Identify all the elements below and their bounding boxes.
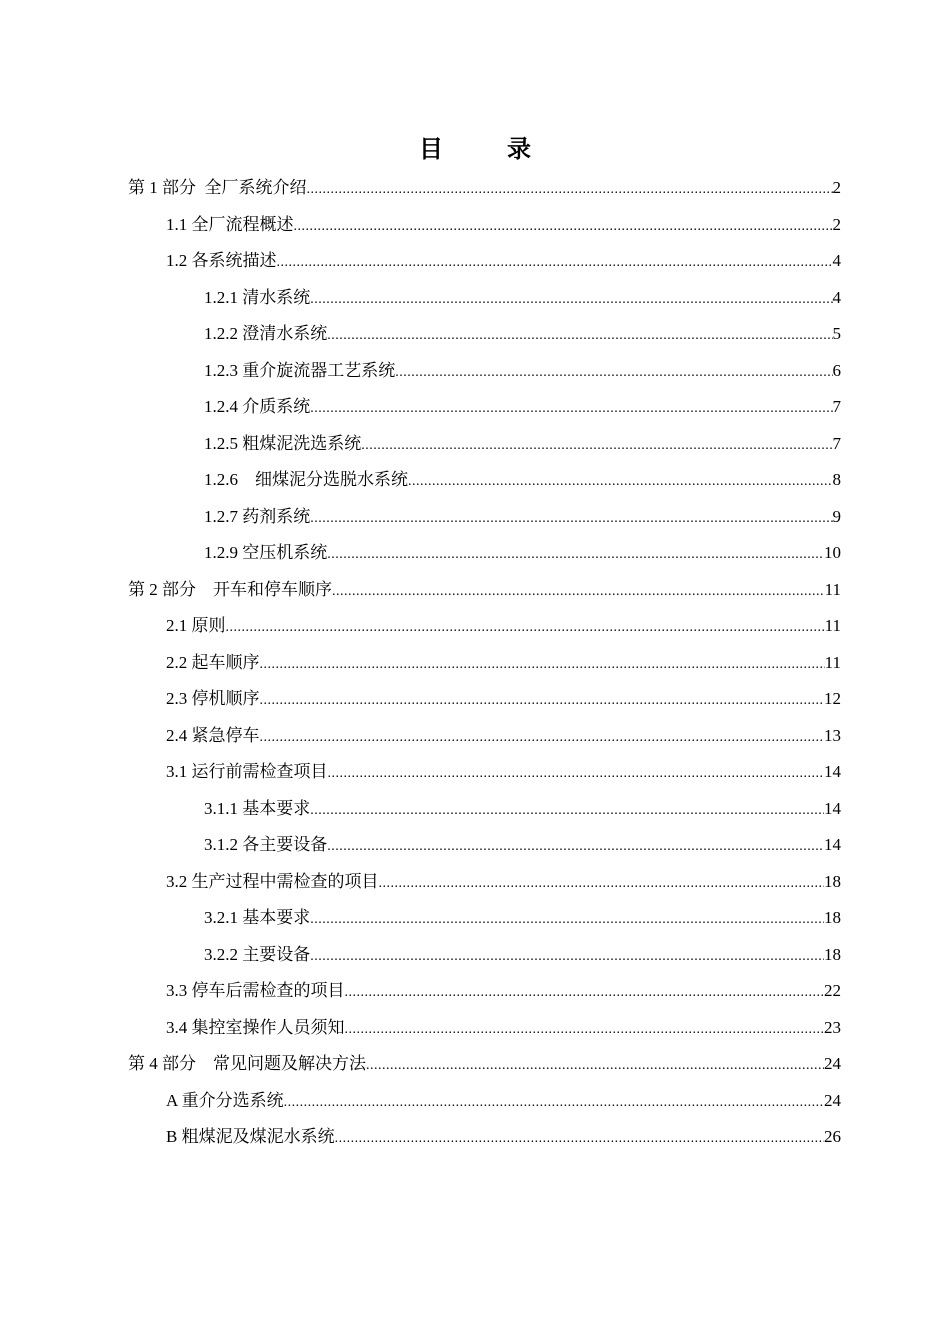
toc-dot-leader [310,501,832,538]
toc-entry-page-number: 4 [832,251,841,270]
toc-dot-leader [345,1012,825,1049]
toc-entry[interactable] [128,827,841,864]
toc-entry-label: 3.2.1 基本要求 [204,908,311,927]
toc-entry[interactable] [128,718,841,755]
toc-entry[interactable] [128,900,841,937]
toc-entry-page-number: 9 [832,506,841,526]
toc-entry-label: 3.2 生产过程中需检查的项目 [166,871,379,891]
toc-entry-page-number: 18 [824,908,841,927]
toc-entry-label: 2.4 紧急停车 [166,725,260,745]
toc-entry[interactable] [128,389,841,426]
toc-entry-label: 1.2.7 药剂系统 [204,506,311,526]
toc-entry[interactable] [128,937,841,974]
toc-entry[interactable] [128,462,841,499]
toc-entry-label: 第 2 部分 开车和停车顺序 [128,579,332,599]
toc-dot-leader [310,391,832,428]
toc-dot-leader [327,318,832,355]
toc-dot-leader [327,829,824,866]
toc-entry[interactable] [128,645,841,682]
toc-entry[interactable] [128,426,841,463]
toc-dot-leader [328,756,825,793]
toc-entry-label: 3.1 运行前需检查项目 [166,762,328,781]
toc-entry-page-number: 18 [824,871,841,891]
toc-entry[interactable] [128,864,841,901]
toc-entry-page-number: 14 [824,798,841,818]
toc-dot-leader [366,1048,824,1085]
toc-entry-page-number: 26 [824,1127,841,1146]
toc-entry[interactable] [128,1010,841,1047]
toc-entry-label: 2.1 原则 [166,616,226,635]
toc-entry-label: 3.2.2 主要设备 [204,944,311,964]
toc-entry[interactable] [128,754,841,791]
toc-dot-leader [310,939,824,976]
toc-entry-page-number: 22 [824,981,841,1000]
toc-entry-label: A 重介分选系统 [166,1090,284,1110]
toc-entry-label: 1.2.9 空压机系统 [204,543,328,562]
toc-entry-page-number: 2 [832,178,841,197]
toc-dot-leader [332,574,825,611]
toc-entry-page-number: 14 [824,762,841,781]
toc-entry-label: 1.2.5 粗煤泥洗选系统 [204,433,362,453]
toc-entry-label: 2.3 停机顺序 [166,689,260,708]
toc-entry-page-number: 7 [832,433,841,453]
toc-entry-page-number: 11 [824,616,841,635]
toc-dot-leader [310,793,824,830]
toc-entry[interactable] [128,243,841,280]
toc-entry-label: B 粗煤泥及煤泥水系统 [166,1127,335,1146]
toc-entry[interactable] [128,1083,841,1120]
toc-entry-page-number: 10 [824,543,841,562]
toc-entry-label: 2.2 起车顺序 [166,652,260,672]
toc-entry[interactable] [128,1046,841,1083]
toc-entry[interactable] [128,207,841,244]
toc-entry-page-number: 2 [832,214,841,234]
toc-entry-page-number: 23 [824,1017,841,1037]
toc-title-left: 目 [419,137,443,163]
toc-dot-leader [379,866,825,903]
toc-entry-label: 1.2.2 澄清水系统 [204,324,328,343]
toc-entry[interactable] [128,973,841,1010]
toc-entry-label: 1.1 全厂流程概述 [166,214,294,234]
toc-entry-page-number: 6 [832,360,841,380]
toc-entry[interactable] [128,535,841,572]
toc-dot-leader [335,1121,824,1158]
toc-entry-label: 3.1.2 各主要设备 [204,835,328,854]
toc-entry-label: 3.1.1 基本要求 [204,798,311,818]
toc-dot-leader [327,537,824,574]
toc-dot-leader [260,647,825,684]
toc-entry-label: 第 4 部分 常见问题及解决方法 [128,1054,366,1073]
toc-dot-leader [277,245,833,282]
toc-dot-leader [260,683,825,720]
toc-entry-label: 1.2 各系统描述 [166,251,277,270]
toc-entry-label: 1.2.1 清水系统 [204,287,311,307]
toc-entry[interactable] [128,280,841,317]
toc-entry[interactable] [128,572,841,609]
toc-entry[interactable] [128,1119,841,1156]
toc-entry-page-number: 4 [832,287,841,307]
toc-entry-page-number: 24 [824,1090,841,1110]
toc-entry[interactable] [128,681,841,718]
toc-entry[interactable] [128,353,841,390]
toc-entry-page-number: 18 [824,944,841,964]
toc-entry-page-number: 7 [832,397,841,416]
toc-entry-page-number: 11 [824,652,841,672]
toc-dot-leader [226,610,825,647]
toc-dot-leader [310,282,832,319]
toc-dot-leader [284,1085,824,1122]
toc-entry-page-number: 13 [824,725,841,745]
toc-entry[interactable] [128,791,841,828]
toc-dot-leader [395,355,832,392]
toc-entry-page-number: 14 [824,835,841,854]
toc-entry[interactable] [128,316,841,353]
toc-entry-label: 3.3 停车后需检查的项目 [166,981,345,1000]
toc-entry-label: 1.2.6 细煤泥分选脱水系统 [204,470,408,489]
toc-entry-label: 第 1 部分 全厂系统介绍 [128,178,307,197]
toc-entry-page-number: 12 [824,689,841,708]
toc-entry-label: 3.4 集控室操作人员须知 [166,1017,345,1037]
toc-dot-leader [260,720,825,757]
toc-dot-leader [345,975,825,1012]
toc-entry[interactable] [128,499,841,536]
toc-dot-leader [361,428,832,465]
toc-entry-label: 1.2.4 介质系统 [204,397,311,416]
toc-title [0,134,950,166]
toc-dot-leader [294,209,833,246]
toc-entry[interactable] [128,170,841,207]
toc-entry-page-number: 8 [832,470,841,489]
toc-entry-page-number: 5 [832,324,841,343]
toc-entry-label: 1.2.3 重介旋流器工艺系统 [204,360,396,380]
toc-dot-leader [307,172,833,209]
toc-entry-page-number: 11 [824,579,841,599]
toc-dot-leader [408,464,833,501]
table-of-contents [128,170,841,1156]
toc-entry-page-number: 24 [824,1054,841,1073]
toc-title-right: 录 [507,137,531,163]
toc-dot-leader [310,902,824,939]
toc-entry[interactable] [128,608,841,645]
